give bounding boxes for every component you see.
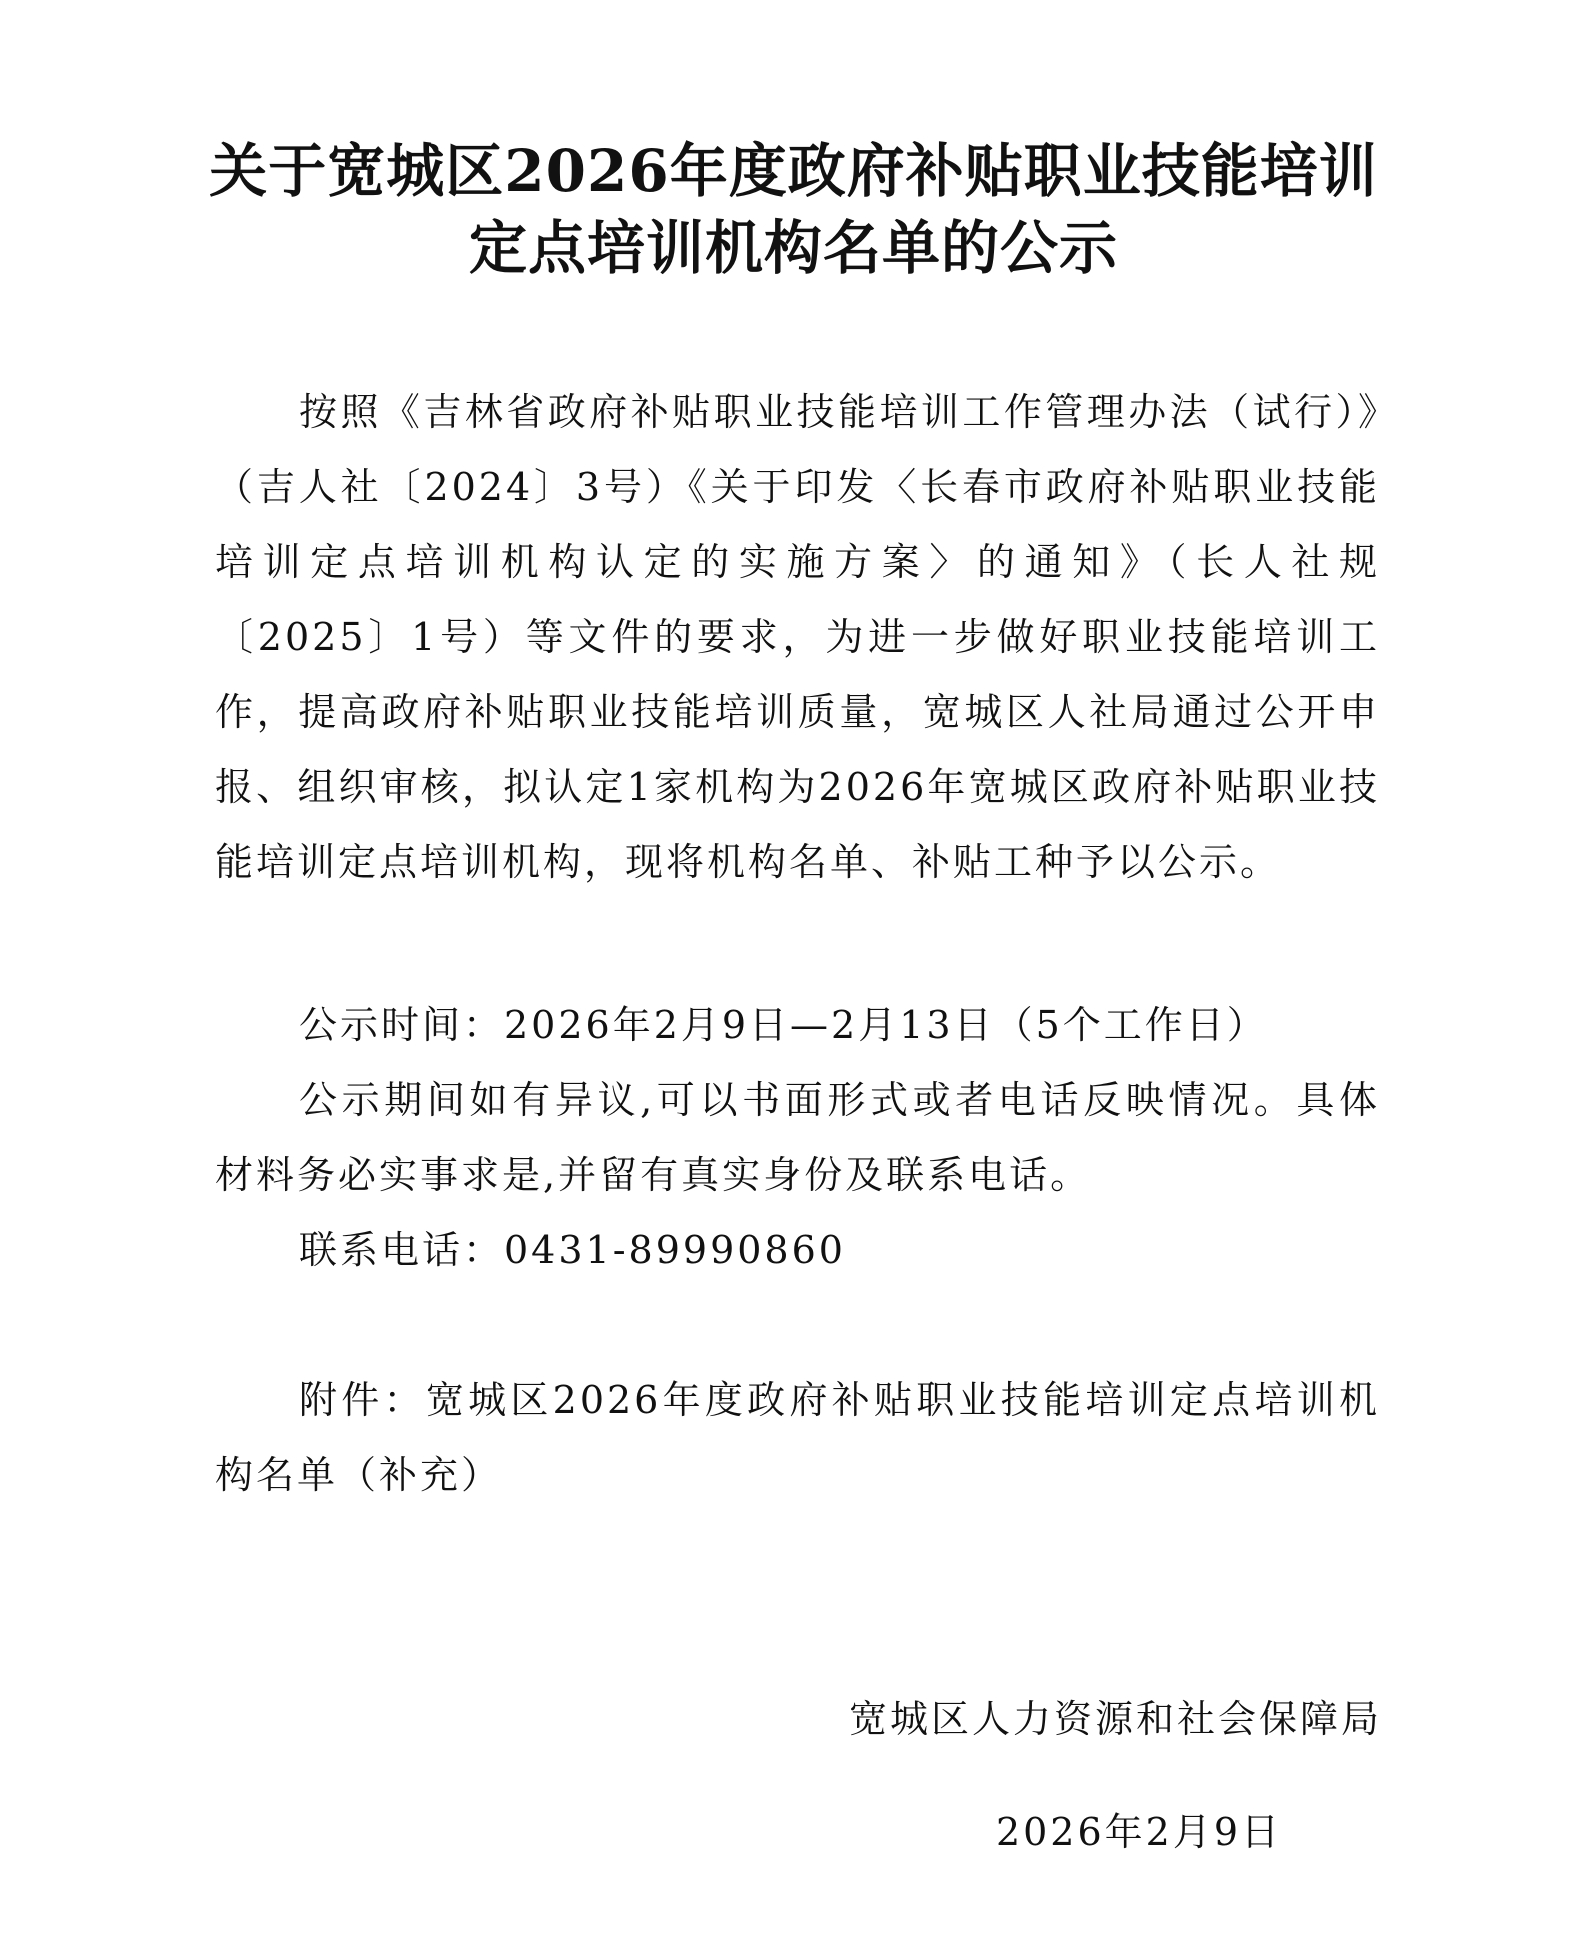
issuer-name: 宽城区人力资源和社会保障局 [848, 1697, 1382, 1741]
contact-phone: 联系电话：0431-89990860 [299, 1228, 846, 1272]
issue-date: 2026年2月9日 [995, 1810, 1282, 1854]
publicity-period: 公示时间：2026年2月9日—2月13日（5个工作日） [299, 1003, 1268, 1047]
document-title-line-1: 关于宽城区2026年度政府补贴职业技能培训 [209, 137, 1378, 205]
body-paragraph-main: 按照《吉林省政府补贴职业技能培训工作管理办法（试行）》（吉人社〔2024〕3号）《关于印发〈长春市政府补贴职业技能培训定点培训机构认定的实施方案〉的通知》（长人社规〔2025〕1号）等文件的要求，为进一步做好职业技能培训工作，提高政府补贴职业技能培训质量，宽城区人社局通过公开申报、组织审核，拟认定1家机构为2026年宽城区政府补贴职业技能培训定点培训机构，现将机构名单、补贴工种予以公示。 [215, 390, 1380, 884]
attachment-note: 附件：宽城区2026年度政府补贴职业技能培训定点培训机构名单（补充） [215, 1378, 1380, 1497]
document-title-line-2: 定点培训机构名单的公示 [468, 214, 1118, 282]
objection-note: 公示期间如有异议,可以书面形式或者电话反映情况。具体材料务必实事求是,并留有真实身份及联系电话。 [215, 1078, 1380, 1197]
